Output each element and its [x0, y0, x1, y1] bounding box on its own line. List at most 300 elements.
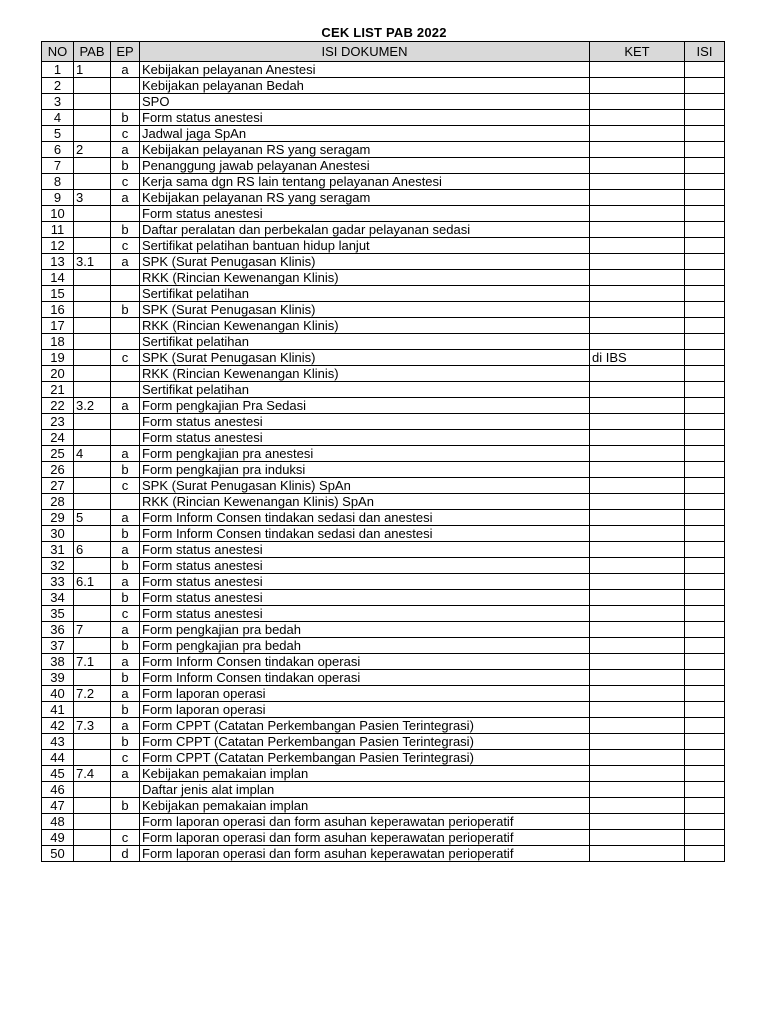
- cell-pab: 2: [74, 142, 111, 158]
- cell-isi: [685, 174, 725, 190]
- cell-isi-dokumen: Form pengkajian pra induksi: [140, 462, 590, 478]
- cell-ket: [590, 510, 685, 526]
- cell-isi-dokumen: Form status anestesi: [140, 206, 590, 222]
- cell-ep: b: [111, 222, 140, 238]
- cell-isi-dokumen: Kebijakan pelayanan RS yang seragam: [140, 142, 590, 158]
- cell-ep: [111, 414, 140, 430]
- cell-isi: [685, 622, 725, 638]
- cell-isi: [685, 350, 725, 366]
- cell-isi-dokumen: RKK (Rincian Kewenangan Klinis) SpAn: [140, 494, 590, 510]
- cell-ep: b: [111, 462, 140, 478]
- cell-ket: [590, 686, 685, 702]
- cell-ket: [590, 222, 685, 238]
- cell-ket: [590, 798, 685, 814]
- table-row: [42, 206, 725, 222]
- cell-ket: [590, 318, 685, 334]
- header-isi-dokumen: ISI DOKUMEN: [140, 42, 590, 62]
- cell-isi: [685, 190, 725, 206]
- cell-ket: [590, 702, 685, 718]
- cell-isi: [685, 750, 725, 766]
- cell-pab: 6: [74, 542, 111, 558]
- cell-isi-dokumen: Form pengkajian pra bedah: [140, 622, 590, 638]
- cell-ket: [590, 542, 685, 558]
- table-row: [42, 590, 725, 606]
- cell-no: 42: [42, 718, 74, 734]
- table-row: [42, 238, 725, 254]
- cell-isi-dokumen: RKK (Rincian Kewenangan Klinis): [140, 318, 590, 334]
- cell-no: 22: [42, 398, 74, 414]
- cell-isi: [685, 222, 725, 238]
- cell-ep: [111, 206, 140, 222]
- cell-ep: c: [111, 174, 140, 190]
- cell-ket: [590, 574, 685, 590]
- cell-no: 48: [42, 814, 74, 830]
- cell-isi: [685, 574, 725, 590]
- cell-ep: c: [111, 126, 140, 142]
- cell-ket: [590, 814, 685, 830]
- cell-isi-dokumen: Form laporan operasi dan form asuhan keperawatan perioperatif: [140, 814, 590, 830]
- cell-ep: [111, 366, 140, 382]
- table-row: [42, 798, 725, 814]
- cell-no: 4: [42, 110, 74, 126]
- cell-pab: [74, 670, 111, 686]
- cell-no: 43: [42, 734, 74, 750]
- table-row: [42, 110, 725, 126]
- cell-isi-dokumen: Daftar peralatan dan perbekalan gadar pelayanan sedasi: [140, 222, 590, 238]
- table-row: [42, 702, 725, 718]
- cell-pab: [74, 430, 111, 446]
- cell-ket: [590, 622, 685, 638]
- cell-pab: [74, 830, 111, 846]
- cell-isi-dokumen: Form pengkajian Pra Sedasi: [140, 398, 590, 414]
- cell-isi: [685, 558, 725, 574]
- cell-isi: [685, 302, 725, 318]
- cell-no: 41: [42, 702, 74, 718]
- cell-pab: [74, 814, 111, 830]
- cell-ep: a: [111, 718, 140, 734]
- cell-ep: [111, 494, 140, 510]
- cell-ket: [590, 830, 685, 846]
- cell-pab: [74, 286, 111, 302]
- cell-isi-dokumen: Form laporan operasi dan form asuhan keperawatan perioperatif: [140, 846, 590, 862]
- header-no: NO: [42, 42, 74, 62]
- cell-ep: b: [111, 526, 140, 542]
- table-row: [42, 766, 725, 782]
- cell-ep: c: [111, 830, 140, 846]
- header-ep: EP: [111, 42, 140, 62]
- cell-isi-dokumen: Form status anestesi: [140, 414, 590, 430]
- cell-isi: [685, 62, 725, 78]
- cell-isi: [685, 158, 725, 174]
- cell-no: 27: [42, 478, 74, 494]
- cell-ket: [590, 734, 685, 750]
- cell-ket: [590, 558, 685, 574]
- cell-ep: a: [111, 574, 140, 590]
- cell-isi-dokumen: Jadwal jaga SpAn: [140, 126, 590, 142]
- cell-no: 5: [42, 126, 74, 142]
- cell-pab: [74, 110, 111, 126]
- cell-ep: b: [111, 670, 140, 686]
- cell-isi-dokumen: Form laporan operasi dan form asuhan keperawatan perioperatif: [140, 830, 590, 846]
- cell-ep: a: [111, 654, 140, 670]
- cell-no: 8: [42, 174, 74, 190]
- cell-ep: [111, 78, 140, 94]
- cell-pab: [74, 750, 111, 766]
- cell-no: 10: [42, 206, 74, 222]
- cell-ket: [590, 270, 685, 286]
- cell-isi-dokumen: Form CPPT (Catatan Perkembangan Pasien Terintegrasi): [140, 718, 590, 734]
- cell-isi: [685, 382, 725, 398]
- table-row: [42, 638, 725, 654]
- table-row: [42, 222, 725, 238]
- table-row: [42, 574, 725, 590]
- cell-isi: [685, 766, 725, 782]
- table-row: [42, 142, 725, 158]
- cell-pab: 3.1: [74, 254, 111, 270]
- header-isi: ISI: [685, 42, 725, 62]
- cell-isi: [685, 366, 725, 382]
- cell-isi-dokumen: SPK (Surat Penugasan Klinis): [140, 302, 590, 318]
- cell-isi: [685, 526, 725, 542]
- table-row: [42, 478, 725, 494]
- cell-ket: [590, 526, 685, 542]
- table-row: [42, 606, 725, 622]
- cell-isi-dokumen: Sertifikat pelatihan: [140, 382, 590, 398]
- cell-isi-dokumen: RKK (Rincian Kewenangan Klinis): [140, 366, 590, 382]
- cell-isi: [685, 334, 725, 350]
- cell-isi-dokumen: Kebijakan pelayanan Anestesi: [140, 62, 590, 78]
- cell-ket: [590, 398, 685, 414]
- cell-ep: [111, 814, 140, 830]
- cell-isi-dokumen: Form status anestesi: [140, 558, 590, 574]
- cell-ket: [590, 254, 685, 270]
- cell-isi-dokumen: Form pengkajian pra bedah: [140, 638, 590, 654]
- cell-isi: [685, 478, 725, 494]
- cell-ep: a: [111, 542, 140, 558]
- table-row: [42, 558, 725, 574]
- table-row: [42, 718, 725, 734]
- table-row: [42, 382, 725, 398]
- cell-ep: b: [111, 590, 140, 606]
- cell-ket: [590, 446, 685, 462]
- table-row: [42, 286, 725, 302]
- header-ket: KET: [590, 42, 685, 62]
- cell-isi: [685, 462, 725, 478]
- cell-isi-dokumen: Form Inform Consen tindakan operasi: [140, 654, 590, 670]
- cell-pab: [74, 94, 111, 110]
- cell-isi-dokumen: SPK (Surat Penugasan Klinis): [140, 254, 590, 270]
- cell-ket: [590, 94, 685, 110]
- cell-isi-dokumen: Form CPPT (Catatan Perkembangan Pasien Terintegrasi): [140, 750, 590, 766]
- cell-ep: b: [111, 158, 140, 174]
- cell-pab: 7.4: [74, 766, 111, 782]
- cell-ep: [111, 286, 140, 302]
- cell-isi: [685, 78, 725, 94]
- cell-isi-dokumen: Form Inform Consen tindakan sedasi dan anestesi: [140, 526, 590, 542]
- table-row: [42, 430, 725, 446]
- cell-ep: a: [111, 398, 140, 414]
- table-row: [42, 174, 725, 190]
- cell-pab: [74, 798, 111, 814]
- cell-pab: [74, 126, 111, 142]
- cell-ket: [590, 430, 685, 446]
- cell-isi-dokumen: Kebijakan pemakaian implan: [140, 798, 590, 814]
- table-row: [42, 686, 725, 702]
- table-row: [42, 254, 725, 270]
- cell-no: 7: [42, 158, 74, 174]
- cell-pab: [74, 606, 111, 622]
- cell-ep: c: [111, 606, 140, 622]
- cell-pab: [74, 206, 111, 222]
- cell-pab: 7.1: [74, 654, 111, 670]
- cell-isi: [685, 734, 725, 750]
- cell-isi-dokumen: SPK (Surat Penugasan Klinis) SpAn: [140, 478, 590, 494]
- cell-pab: [74, 334, 111, 350]
- cell-isi: [685, 542, 725, 558]
- cell-isi-dokumen: Kebijakan pelayanan Bedah: [140, 78, 590, 94]
- cell-ket: [590, 302, 685, 318]
- cell-isi-dokumen: Form status anestesi: [140, 542, 590, 558]
- cell-isi: [685, 606, 725, 622]
- cell-ep: b: [111, 558, 140, 574]
- cell-isi-dokumen: Form laporan operasi: [140, 702, 590, 718]
- cell-isi: [685, 654, 725, 670]
- cell-isi-dokumen: Form status anestesi: [140, 110, 590, 126]
- cell-ket: [590, 334, 685, 350]
- table-row: [42, 510, 725, 526]
- table-row: [42, 830, 725, 846]
- cell-pab: 7: [74, 622, 111, 638]
- cell-no: 33: [42, 574, 74, 590]
- cell-isi-dokumen: Sertifikat pelatihan bantuan hidup lanjut: [140, 238, 590, 254]
- cell-isi: [685, 702, 725, 718]
- cell-ket: [590, 174, 685, 190]
- cell-isi: [685, 814, 725, 830]
- cell-ep: [111, 318, 140, 334]
- cell-isi: [685, 126, 725, 142]
- cell-pab: [74, 494, 111, 510]
- cell-no: 23: [42, 414, 74, 430]
- cell-no: 26: [42, 462, 74, 478]
- table-row: [42, 334, 725, 350]
- cell-no: 29: [42, 510, 74, 526]
- cell-isi: [685, 686, 725, 702]
- cell-isi: [685, 494, 725, 510]
- table-row: [42, 782, 725, 798]
- checklist-table: [41, 41, 725, 862]
- cell-ep: a: [111, 142, 140, 158]
- cell-pab: [74, 382, 111, 398]
- cell-no: 39: [42, 670, 74, 686]
- cell-pab: [74, 526, 111, 542]
- cell-pab: [74, 174, 111, 190]
- cell-no: 40: [42, 686, 74, 702]
- cell-isi: [685, 510, 725, 526]
- cell-isi: [685, 238, 725, 254]
- cell-ep: [111, 334, 140, 350]
- cell-no: 2: [42, 78, 74, 94]
- cell-ket: [590, 782, 685, 798]
- table-row: [42, 846, 725, 862]
- table-row: [42, 350, 725, 366]
- cell-ket: di IBS: [590, 350, 685, 366]
- cell-no: 35: [42, 606, 74, 622]
- cell-pab: 4: [74, 446, 111, 462]
- cell-pab: [74, 590, 111, 606]
- cell-no: 36: [42, 622, 74, 638]
- cell-ket: [590, 238, 685, 254]
- cell-pab: [74, 270, 111, 286]
- cell-isi-dokumen: Sertifikat pelatihan: [140, 286, 590, 302]
- cell-ep: a: [111, 510, 140, 526]
- cell-no: 32: [42, 558, 74, 574]
- cell-isi: [685, 430, 725, 446]
- table-row: [42, 318, 725, 334]
- cell-isi-dokumen: Form status anestesi: [140, 590, 590, 606]
- cell-ep: a: [111, 686, 140, 702]
- cell-ket: [590, 590, 685, 606]
- cell-isi: [685, 830, 725, 846]
- cell-pab: [74, 78, 111, 94]
- table-row: [42, 542, 725, 558]
- cell-isi-dokumen: Form Inform Consen tindakan sedasi dan anestesi: [140, 510, 590, 526]
- table-row: [42, 94, 725, 110]
- cell-pab: 3: [74, 190, 111, 206]
- cell-ep: c: [111, 350, 140, 366]
- cell-no: 50: [42, 846, 74, 862]
- cell-isi-dokumen: Kebijakan pemakaian implan: [140, 766, 590, 782]
- cell-isi: [685, 846, 725, 862]
- cell-isi-dokumen: Sertifikat pelatihan: [140, 334, 590, 350]
- cell-ket: [590, 718, 685, 734]
- cell-ket: [590, 366, 685, 382]
- cell-ep: a: [111, 62, 140, 78]
- cell-no: 38: [42, 654, 74, 670]
- cell-no: 9: [42, 190, 74, 206]
- cell-ket: [590, 78, 685, 94]
- cell-ep: c: [111, 750, 140, 766]
- cell-isi-dokumen: Kerja sama dgn RS lain tentang pelayanan Anestesi: [140, 174, 590, 190]
- table-row: [42, 734, 725, 750]
- cell-ep: c: [111, 238, 140, 254]
- cell-no: 49: [42, 830, 74, 846]
- cell-no: 18: [42, 334, 74, 350]
- cell-ket: [590, 126, 685, 142]
- cell-ket: [590, 382, 685, 398]
- cell-isi: [685, 318, 725, 334]
- cell-ep: c: [111, 478, 140, 494]
- cell-isi: [685, 254, 725, 270]
- cell-pab: [74, 782, 111, 798]
- cell-isi-dokumen: Penanggung jawab pelayanan Anestesi: [140, 158, 590, 174]
- table-body: [42, 62, 725, 862]
- cell-isi-dokumen: Daftar jenis alat implan: [140, 782, 590, 798]
- cell-pab: [74, 734, 111, 750]
- cell-no: 17: [42, 318, 74, 334]
- cell-pab: [74, 158, 111, 174]
- cell-ket: [590, 286, 685, 302]
- cell-ket: [590, 142, 685, 158]
- cell-ep: a: [111, 190, 140, 206]
- cell-pab: [74, 222, 111, 238]
- cell-pab: [74, 366, 111, 382]
- cell-ket: [590, 766, 685, 782]
- cell-ep: b: [111, 638, 140, 654]
- cell-pab: [74, 350, 111, 366]
- cell-isi-dokumen: Form Inform Consen tindakan operasi: [140, 670, 590, 686]
- cell-isi-dokumen: RKK (Rincian Kewenangan Klinis): [140, 270, 590, 286]
- cell-ep: [111, 270, 140, 286]
- cell-ep: b: [111, 110, 140, 126]
- cell-no: 1: [42, 62, 74, 78]
- cell-ket: [590, 750, 685, 766]
- table-row: [42, 158, 725, 174]
- cell-no: 6: [42, 142, 74, 158]
- header-pab: PAB: [74, 42, 111, 62]
- cell-ket: [590, 414, 685, 430]
- cell-isi-dokumen: Form status anestesi: [140, 430, 590, 446]
- cell-ep: [111, 782, 140, 798]
- cell-pab: 1: [74, 62, 111, 78]
- cell-ep: a: [111, 446, 140, 462]
- cell-ket: [590, 846, 685, 862]
- cell-pab: [74, 238, 111, 254]
- cell-no: 31: [42, 542, 74, 558]
- cell-ket: [590, 654, 685, 670]
- cell-ket: [590, 670, 685, 686]
- cell-ep: [111, 382, 140, 398]
- cell-ket: [590, 158, 685, 174]
- table-row: [42, 814, 725, 830]
- cell-isi-dokumen: Kebijakan pelayanan RS yang seragam: [140, 190, 590, 206]
- table-row: [42, 62, 725, 78]
- cell-no: 30: [42, 526, 74, 542]
- cell-isi: [685, 718, 725, 734]
- cell-no: 11: [42, 222, 74, 238]
- cell-ep: a: [111, 622, 140, 638]
- header-row: [42, 42, 725, 62]
- cell-no: 25: [42, 446, 74, 462]
- cell-pab: 5: [74, 510, 111, 526]
- table-row: [42, 622, 725, 638]
- cell-no: 13: [42, 254, 74, 270]
- cell-isi: [685, 638, 725, 654]
- cell-pab: [74, 414, 111, 430]
- cell-pab: 7.2: [74, 686, 111, 702]
- cell-pab: [74, 846, 111, 862]
- cell-no: 3: [42, 94, 74, 110]
- cell-isi-dokumen: Form status anestesi: [140, 606, 590, 622]
- cell-no: 15: [42, 286, 74, 302]
- cell-ep: [111, 430, 140, 446]
- table-row: [42, 462, 725, 478]
- cell-pab: [74, 558, 111, 574]
- table-row: [42, 654, 725, 670]
- cell-no: 16: [42, 302, 74, 318]
- table-row: [42, 126, 725, 142]
- cell-isi: [685, 670, 725, 686]
- cell-isi: [685, 142, 725, 158]
- cell-no: 21: [42, 382, 74, 398]
- table-row: [42, 398, 725, 414]
- cell-isi: [685, 398, 725, 414]
- cell-no: 34: [42, 590, 74, 606]
- cell-ep: a: [111, 254, 140, 270]
- table-row: [42, 446, 725, 462]
- page-title: CEK LIST PAB 2022: [321, 25, 447, 40]
- cell-no: 24: [42, 430, 74, 446]
- cell-ep: b: [111, 302, 140, 318]
